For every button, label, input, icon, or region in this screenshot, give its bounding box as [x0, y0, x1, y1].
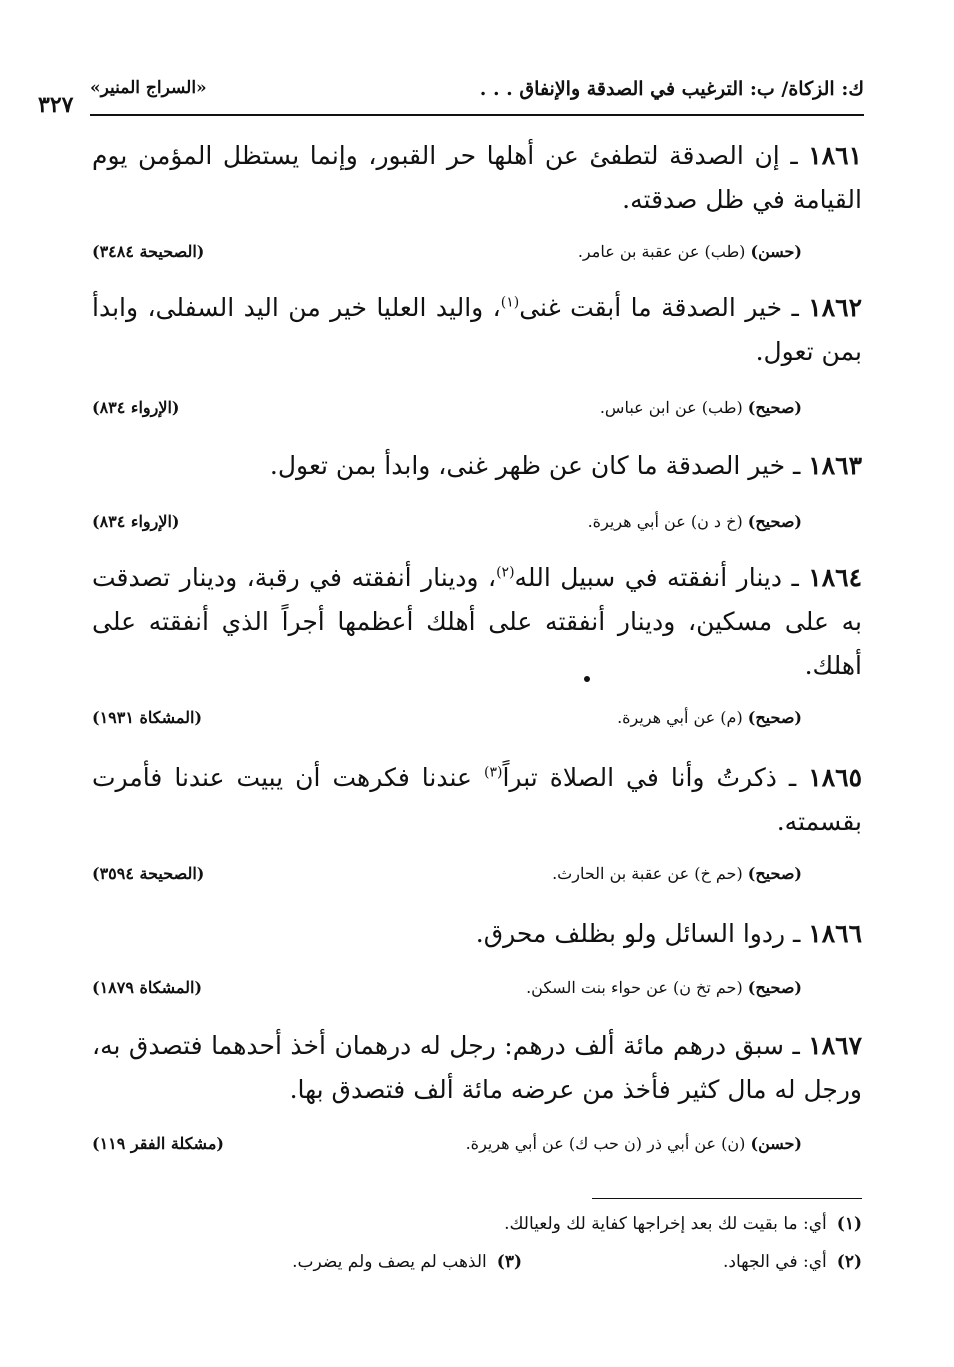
hadith-citation [92, 1134, 862, 1162]
hadith-text: ، ودينار أنفقته في رقبة، ودينار تصدقت به على مسكين، ودينار أنفقته على أهلك أعظمها أجراً الذي أنفقته على أهلك. [92, 563, 862, 680]
hadith-text: خير الصدقة ما أبقت غنى [519, 293, 783, 322]
hadith-text: دينار أنفقته في سبيل الله [514, 563, 782, 592]
hadith-text: عندنا فكرهت أن يبيت عندنا فأمرت بقسمته. [92, 763, 862, 836]
hadith-source: (طب) عن عقبة بن عامر. [577, 242, 746, 261]
number-separator: ـ [781, 563, 809, 592]
hadith-number: ١٨٦٣ [808, 451, 862, 480]
footnote-marker[interactable]: (٣) [484, 764, 503, 781]
number-separator: ـ [779, 141, 809, 170]
hadith-reference: (المشكاة ١٨٧٩) [92, 978, 203, 997]
hadith-grade: (حسن) [750, 1134, 802, 1153]
hadith-grade: (صحيح) [747, 398, 802, 417]
hadith-reference: (الإرواء ٨٣٤) [92, 512, 180, 531]
hadith-citation [92, 978, 862, 1006]
hadith-citation [92, 708, 862, 736]
hadith-text: خير الصدقة ما كان عن ظهر غنى، وابدأ بمن تعول. [269, 451, 786, 480]
hadith-number: ١٨٦٢ [808, 293, 862, 322]
hadith-reference: (مشكلة الفقر ١١٩) [92, 1134, 224, 1153]
hadith-reference: (الصحيحة ٣٤٨٤) [92, 242, 205, 261]
chapter-title: ك: الزكاة/ ب: الترغيب في الصدقة والإنفاق . . . [479, 78, 864, 100]
footnote [92, 1214, 862, 1234]
hadith-entry [92, 556, 862, 688]
hadith-text: ردوا السائل ولو بظلف محرق. [475, 919, 786, 948]
footnote-number: (٣) [496, 1252, 522, 1272]
footnote-text: الذهب لم يصف ولم يضرب. [292, 1252, 487, 1272]
hadith-grade: (صحيح) [747, 708, 802, 727]
footnote-number: (٢) [836, 1252, 862, 1272]
hadith-entry [92, 756, 862, 844]
footnote-marker[interactable]: (٢) [496, 564, 515, 581]
hadith-grade: (صحيح) [747, 864, 802, 883]
footnote-text: أي: في الجهاد. [723, 1252, 827, 1272]
hadith-grade: (حسن) [750, 242, 802, 261]
hadith-source: (ن) عن أبي ذر (ن حب ك) عن أبي هريرة. [465, 1134, 746, 1153]
hadith-number: ١٨٦٤ [808, 563, 862, 592]
footnote-text: أي: ما بقيت لك بعد إخراجها كفاية لك ولعيالك. [504, 1214, 827, 1234]
hadith-citation [92, 512, 862, 540]
hadith-reference: (الإرواء ٨٣٤) [92, 398, 180, 417]
hadith-entry [92, 134, 862, 222]
hadith-number: ١٨٦٧ [808, 1031, 862, 1060]
book-title: «السراج المنير» [90, 78, 207, 98]
number-separator: ـ [776, 763, 809, 792]
footnote-marker[interactable]: (١) [500, 294, 520, 311]
hadith-text: سبق درهم مائة ألف درهم: رجل له درهمان أخذ أحدهما فتصدق به، ورجل له مال كثير فأخذ من عرضه مائة ألف فتصدق بها. [92, 1031, 862, 1104]
hadith-source: (حم تخ ن) عن حواء بنت السكن. [526, 978, 743, 997]
footnote [292, 1252, 522, 1272]
hadith-reference: (الصحيحة ٣٥٩٤) [92, 864, 205, 883]
hadith-entry [92, 1024, 862, 1112]
hadith-source: (طب) عن ابن عباس. [599, 398, 743, 417]
hadith-citation [92, 398, 862, 426]
hadith-text: إن الصدقة لتطفئ عن أهلها حر القبور، وإنما يستظل المؤمن يوم القيامة في ظل صدقته. [92, 141, 862, 214]
hadith-reference: (المشكاة ١٩٣١) [92, 708, 203, 727]
hadith-text: ، واليد العليا خير من اليد السفلى، وابدأ بمن تعول. [92, 293, 862, 366]
hadith-entry [92, 444, 862, 488]
footnote [723, 1252, 862, 1272]
hadith-text: ذكرتُ وأنا في الصلاة تبراً [502, 763, 777, 792]
number-separator: ـ [782, 293, 809, 322]
number-separator: ـ [785, 451, 809, 480]
hadith-source: (م) عن أبي هريرة. [617, 708, 743, 727]
stray-dot [584, 676, 590, 682]
hadith-grade: (صحيح) [747, 978, 802, 997]
page-number: ٣٢٧ [38, 92, 74, 118]
hadith-number: ١٨٦١ [808, 141, 862, 170]
hadith-source: (خ د ن) عن أبي هريرة. [587, 512, 743, 531]
hadith-entry [92, 912, 862, 956]
number-separator: ـ [785, 919, 809, 948]
hadith-citation [92, 242, 862, 270]
hadith-entry [92, 286, 862, 374]
number-separator: ـ [783, 1031, 809, 1060]
footnote-line [92, 1252, 862, 1272]
footnote-rule [592, 1198, 862, 1199]
footnote-number: (١) [836, 1214, 862, 1234]
running-header [90, 78, 864, 118]
hadith-source: (حم خ) عن عقبة بن الحارث. [552, 864, 743, 883]
hadith-grade: (صحيح) [747, 512, 802, 531]
hadith-number: ١٨٦٥ [808, 763, 863, 792]
header-rule [90, 114, 864, 116]
hadith-number: ١٨٦٦ [808, 919, 862, 948]
hadith-citation [92, 864, 862, 892]
